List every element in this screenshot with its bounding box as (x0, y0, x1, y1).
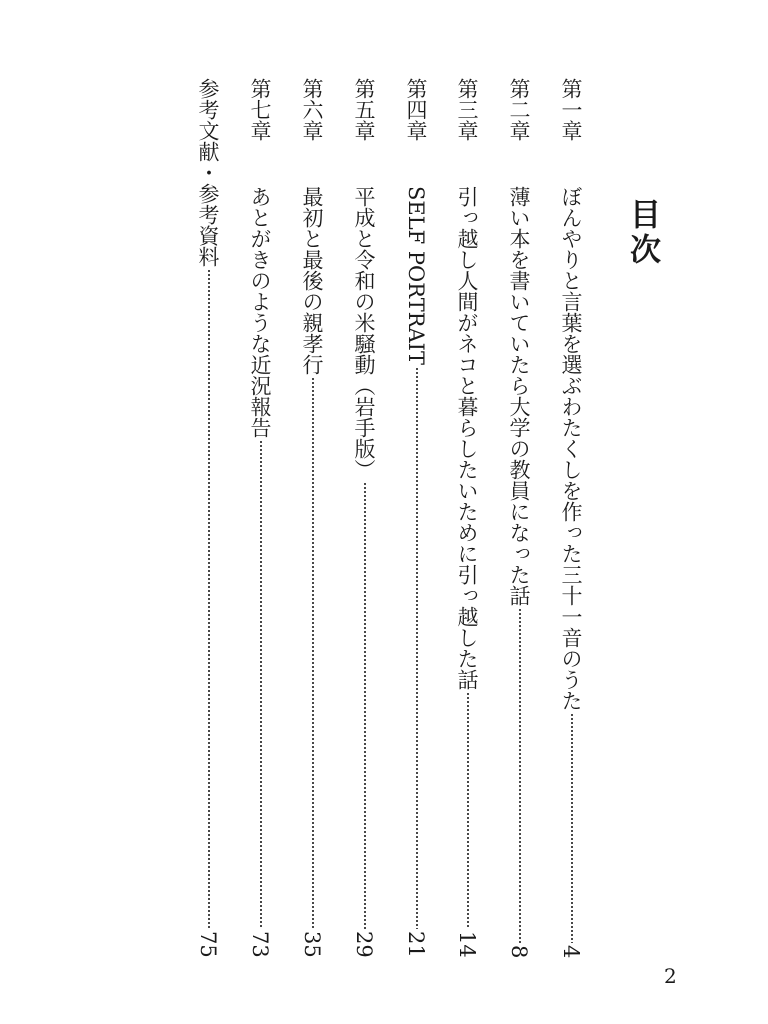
toc-entry (297, 78, 327, 958)
dot-leader (298, 375, 326, 931)
page-folio: 2 (664, 964, 677, 988)
page-number: 29 (352, 931, 376, 958)
toc-entry-line (193, 78, 223, 958)
page-number: 8 (507, 944, 531, 958)
chapter-number: 第三章 (455, 78, 479, 141)
page-number: 21 (404, 931, 428, 958)
toc-entry (452, 78, 482, 958)
toc-entry (245, 78, 275, 958)
toc-entry-line (245, 186, 275, 958)
toc-entry (556, 78, 586, 958)
toc-entry-line (504, 186, 534, 958)
page-number: 75 (196, 931, 220, 958)
page-number: 73 (248, 931, 272, 958)
page-number: 4 (559, 944, 583, 958)
toc-entry-line (297, 186, 327, 958)
chapter-title: あとがきのような近況報告 (248, 186, 272, 438)
dot-leader (350, 480, 378, 931)
chapter-number: 第七章 (248, 78, 272, 141)
dot-leader (194, 267, 222, 931)
page-title: 目次 (624, 198, 660, 268)
chapter-number: 第四章 (404, 78, 428, 141)
page-number: 35 (300, 931, 324, 958)
chapter-title: 薄い本を書いていたら大学の教員になった話 (507, 186, 531, 606)
toc-entry (349, 78, 379, 958)
chapter-number: 第一章 (559, 78, 583, 141)
dot-leader (505, 606, 533, 945)
toc-entry (504, 78, 534, 958)
dot-leader (557, 711, 585, 945)
chapter-number: 第六章 (300, 78, 324, 141)
toc-entry (193, 78, 223, 958)
chapter-title: 引っ越し人間がネコと暮らしたいために引っ越した話 (455, 186, 479, 690)
toc-entry-line (349, 186, 379, 958)
dot-leader (402, 365, 430, 931)
toc-entry-line (556, 186, 586, 958)
toc-entry (401, 78, 431, 958)
toc-entry-line (401, 186, 431, 958)
chapter-title: 平成と令和の米騒動（岩手版） (352, 186, 376, 480)
chapter-title: ぼんやりと言葉を選ぶわたくしを作った三十一音のうた (559, 186, 583, 711)
chapter-number: 第二章 (507, 78, 531, 141)
toc-entry-line (452, 186, 482, 958)
chapter-title: 参考文献・参考資料 (196, 78, 220, 267)
page-number: 14 (455, 931, 479, 958)
chapter-title: 最初と最後の親孝行 (300, 186, 324, 375)
chapter-number: 第五章 (352, 78, 376, 141)
dot-leader (246, 438, 274, 931)
dot-leader (453, 690, 481, 931)
chapter-title: SELF PORTRAIT (404, 186, 428, 365)
